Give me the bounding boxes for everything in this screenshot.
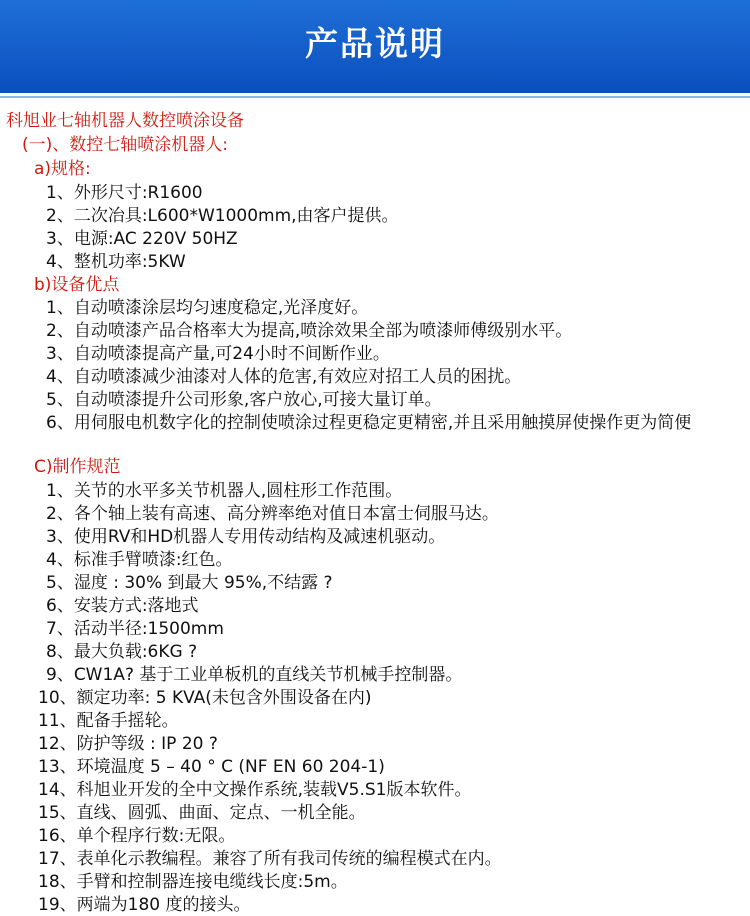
list-item: 1、关节的水平多关节机器人,圆柱形工作范围。: [46, 481, 403, 501]
list-item: 3、自动喷漆提高产量,可24小时不间断作业。: [46, 344, 390, 364]
list-item: 10、额定功率: 5 KVA(未包含外围设备在内): [38, 688, 372, 708]
list-item: 12、防护等级 : IP 20 ?: [38, 734, 218, 754]
list-item: 4、整机功率:5KW: [46, 252, 186, 272]
list-item: 15、直线、圆弧、曲面、定点、一机全能。: [38, 803, 366, 823]
list-item: 5、自动喷漆提升公司形象,客户放心,可接大量订单。: [46, 390, 442, 410]
list-item: 4、标准手臂喷漆:红色。: [46, 550, 233, 570]
list-item: 17、表单化示教编程。兼容了所有我司传统的编程模式在内。: [38, 849, 502, 869]
list-item: 3、使用RV和HD机器人专用传动结构及减速机驱动。: [46, 527, 446, 547]
list-item: 2、各个轴上装有高速、高分辨率绝对值日本富士伺服马达。: [46, 504, 499, 524]
list-item: 6、安装方式:落地式: [46, 596, 199, 616]
doc-subtitle: (一)、数控七轴喷涂机器人:: [22, 135, 228, 155]
list-item: 18、手臂和控制器连接电缆线长度:5m。: [38, 872, 348, 892]
list-item: 1、外形尺寸:R1600: [46, 183, 203, 203]
list-item: 11、配备手摇轮。: [38, 711, 179, 731]
list-item: 6、用伺服电机数字化的控制使喷涂过程更稳定更精密,并且采用触摸屏使操作更为简便: [46, 413, 692, 433]
divider: [0, 96, 750, 98]
page-title: 产品说明: [305, 24, 445, 63]
list-item: 19、两端为180 度的接头。: [38, 895, 251, 915]
doc-title: 科旭业七轴机器人数控喷涂设备: [6, 111, 244, 131]
list-item: 1、自动喷漆涂层均匀速度稳定,光泽度好。: [46, 298, 369, 318]
list-item: 2、二次冶具:L600*W1000mm,由客户提供。: [46, 206, 399, 226]
section-c-heading: C)制作规范: [34, 457, 121, 477]
list-item: 2、自动喷漆产品合格率大为提高,喷涂效果全部为喷漆师傅级别水平。: [46, 321, 573, 341]
section-b-heading: b)设备优点: [34, 275, 120, 295]
header-banner: [0, 0, 750, 93]
list-item: 3、电源:AC 220V 50HZ: [46, 229, 238, 249]
list-item: 16、单个程序行数:无限。: [38, 826, 236, 846]
list-item: 5、湿度 : 30% 到最大 95%,不结露 ?: [46, 573, 333, 593]
list-item: 13、环境温度 5 – 40 ° C (NF EN 60 204-1): [38, 757, 385, 777]
list-item: 9、CW1A? 基于工业单板机的直线关节机械手控制器。: [46, 665, 463, 685]
list-item: 4、自动喷漆减少油漆对人体的危害,有效应对招工人员的困扰。: [46, 367, 522, 387]
list-item: 8、最大负载:6KG ?: [46, 642, 198, 662]
list-item: 7、活动半径:1500mm: [46, 619, 224, 639]
section-a-heading: a)规格:: [34, 159, 91, 179]
list-item: 14、科旭业开发的全中文操作系统,装载V5.S1版本软件。: [38, 780, 472, 800]
